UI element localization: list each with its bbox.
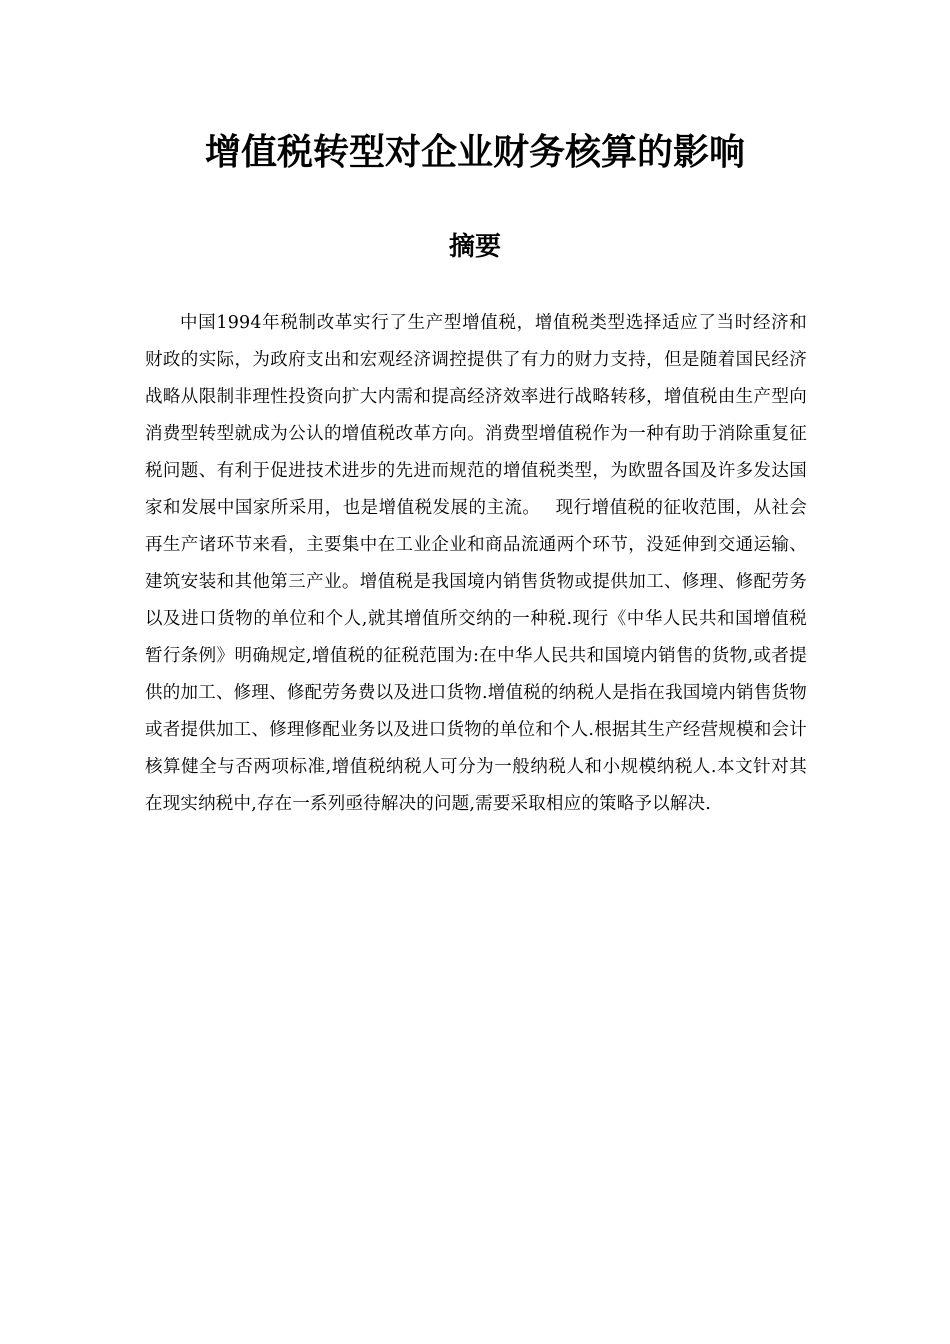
abstract-paragraph: 中国1994年税制改革实行了生产型增值税，增值税类型选择适应了当时经济和财政的实际，为政府支出和宏观经济调控提供了有力的财力支持，但是随着国民经济战略从限制非理性投资向扩大内需和提高经济效率进行战略转移，增值税由生产型向消费型转型就成为公认的增值税改革方向。消费型增值税作为一种有助于消除重复征税问题、有利于促进技术进步的先进而规范的增值税类型，为欧盟各国及许多发达国家和发展中国家所采用，也是增值税发展的主流。 现行增值税的征收范围，从社会再生产诸环节来看，主要集中在工业企业和商品流通两个环节，没延伸到交通运输、建筑安装和其他第三产业。增值税是我国境内销售货物或提供加工、修理、修配劳务以及进口货物的单位和个人,就其增值所交纳的一种税.现行《中华人民共和国增值税暂行条例》明确规定,增值税的征税范围为:在中华人民共和国境内销售的货物,或者提供的加工、修理、修配劳务费以及进口货物.增值税的纳税人是指在我国境内销售货物或者提供加工、修理修配业务以及进口货物的单位和个人.根据其生产经营规模和会计核算健全与否两项标准,增值税纳税人可分为一般纳税人和小规模纳税人.本文针对其在现实纳税中,存在一系列亟待解决的问题,需要采取相应的策略予以解决. <box>145 313 807 814</box>
abstract-heading: 摘要 <box>448 232 501 262</box>
document-title: 增值税转型对企业财务核算的影响 <box>204 132 745 173</box>
